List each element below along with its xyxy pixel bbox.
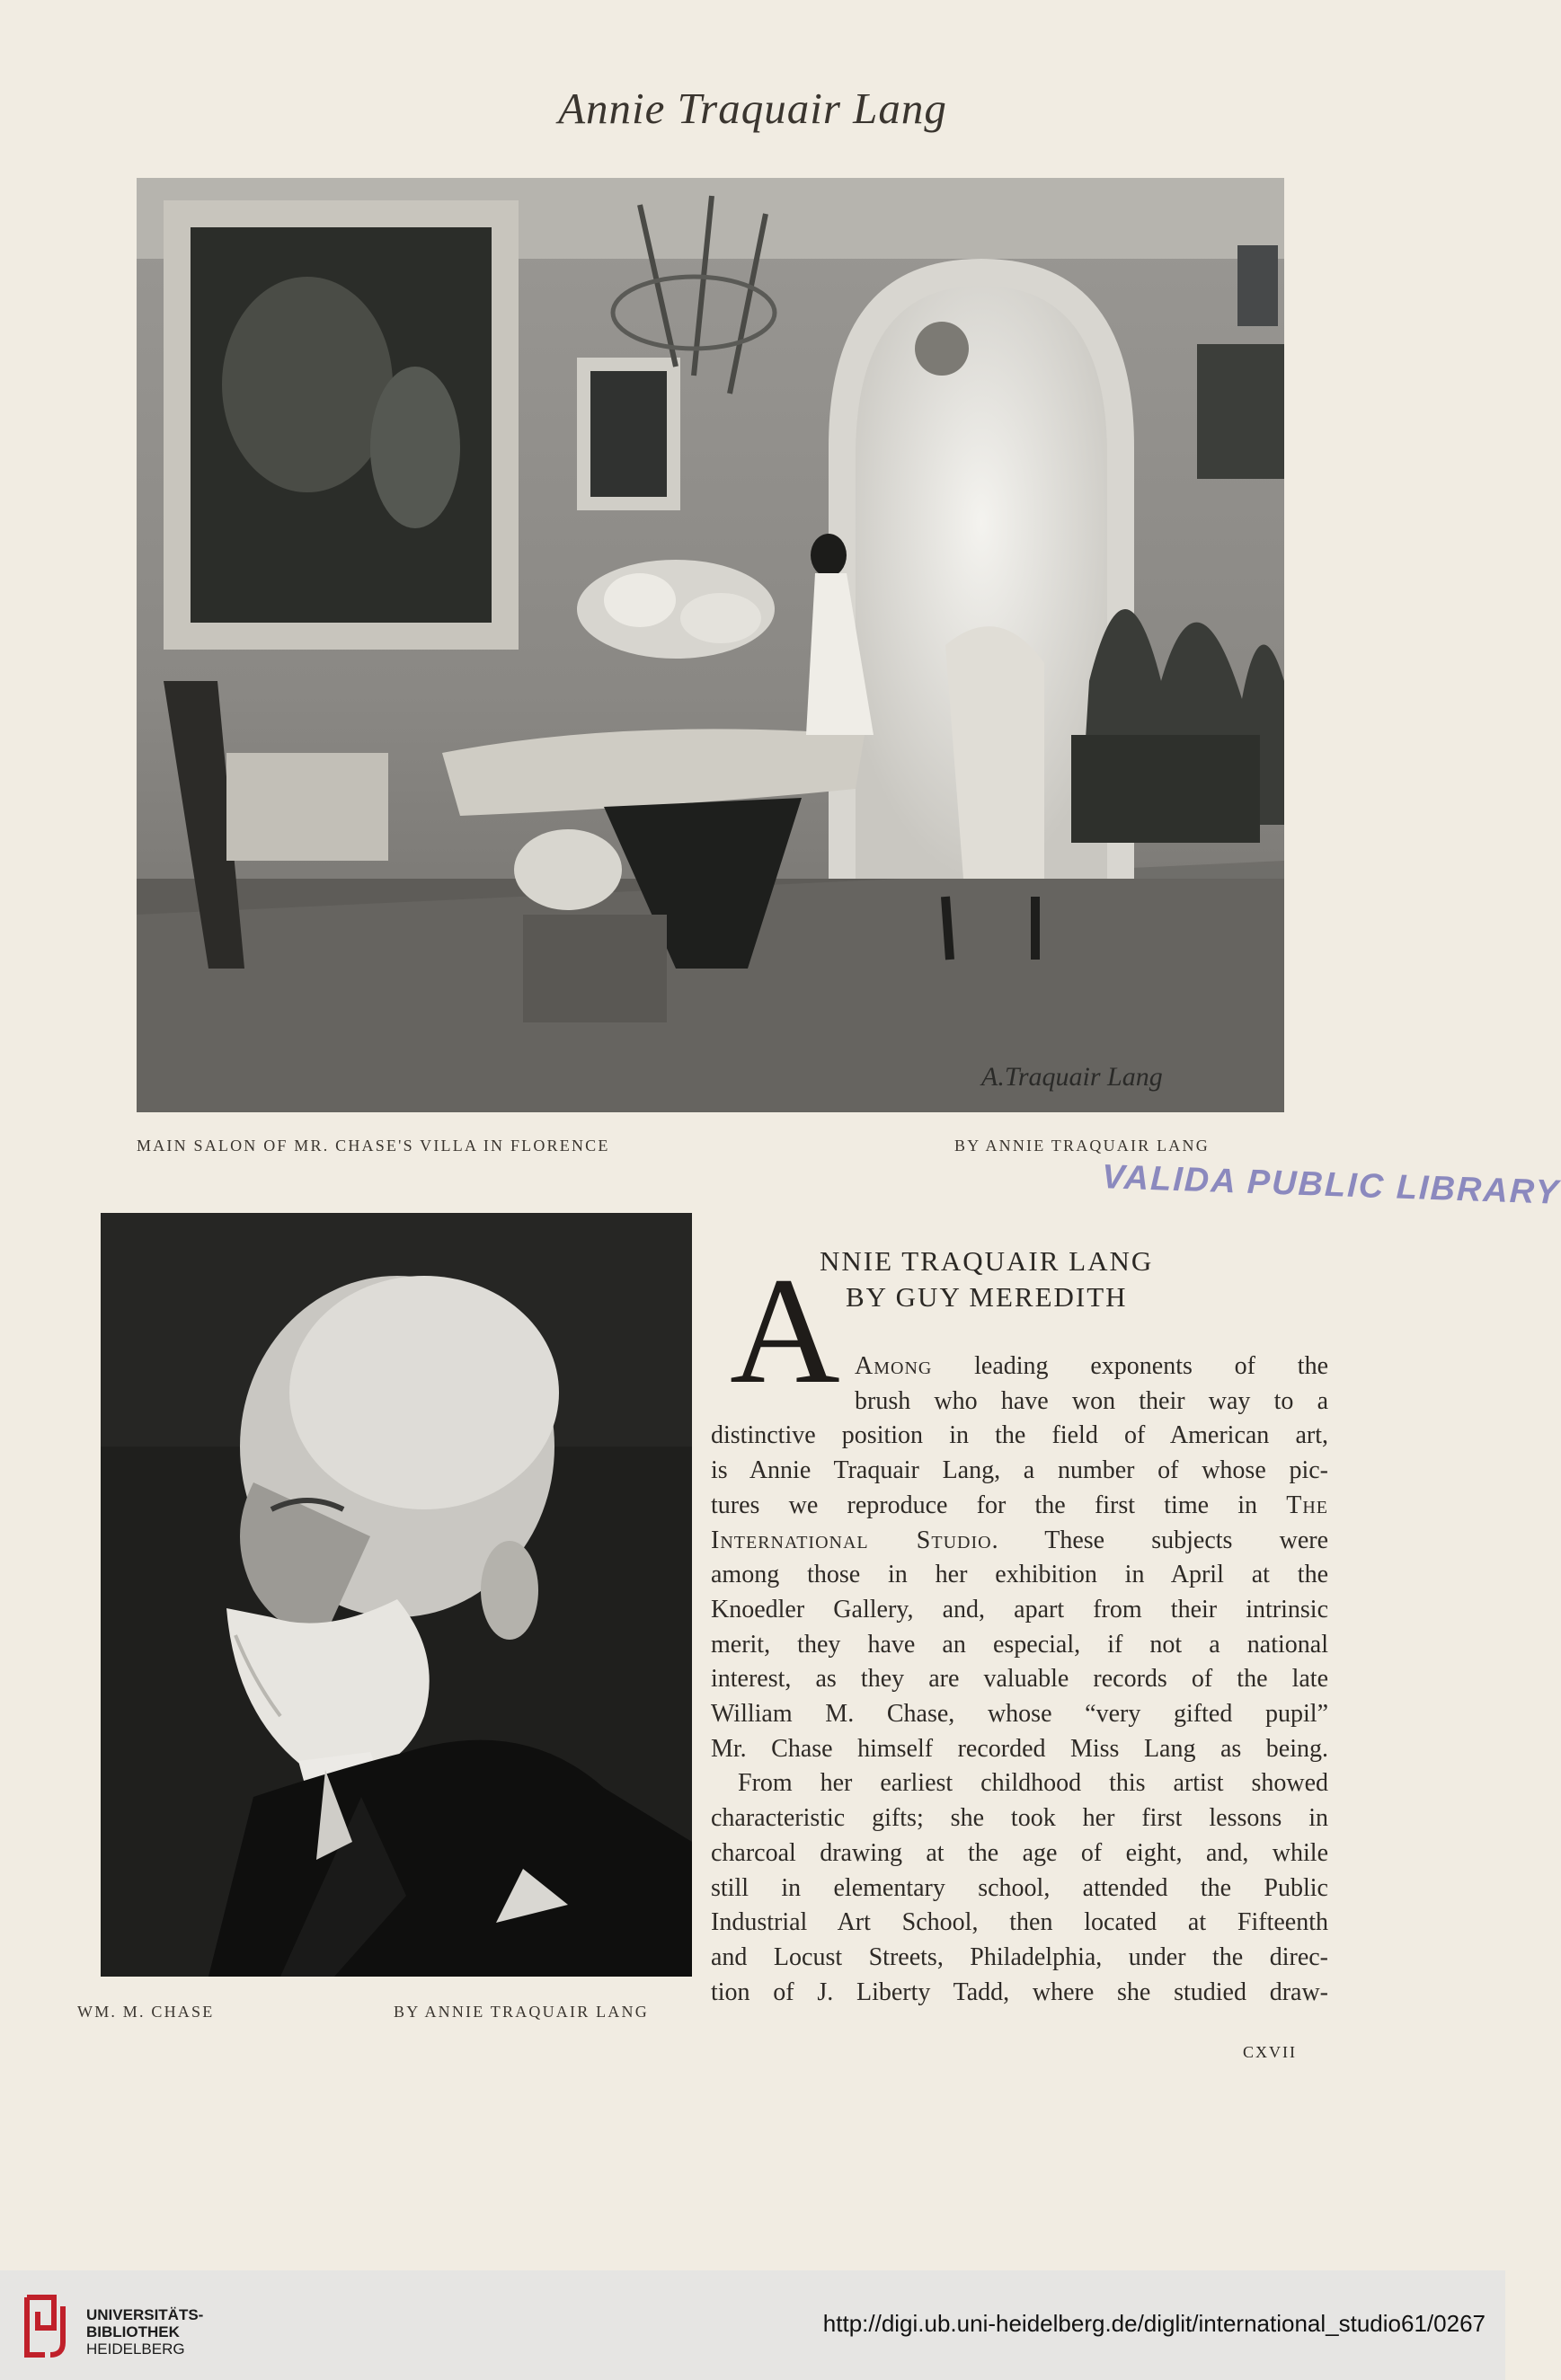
article-title-line: NNIE TRAQUAIR LANG [820,1245,1154,1277]
university-library-logo-icon [18,2288,75,2368]
text-line: characteristic gifts; she took her first lessons in [711,1804,1328,1833]
text-line: and Locust Streets, Philadelphia, under the direc- [711,1942,1328,1971]
text-line: brush who have won their way to a [855,1386,1328,1415]
portrait-caption-artist: BY ANNIE TRAQUAIR LANG [394,2003,649,2021]
text-line: merit, they have an especial, if not a national [711,1630,1328,1659]
chase-portrait-image [101,1213,692,1977]
text-line: Industrial Art School, then located at Fifteenth [711,1908,1328,1937]
text-line: is Annie Traquair Lang, a number of whose pic- [711,1456,1328,1485]
article-title [820,1243,1153,1315]
text-line: distinctive position in the field of American art, [711,1421,1328,1450]
text-line: tion of J. Liberty Tadd, where she studied draw- [711,1977,1328,2006]
salon-painting-image [137,178,1284,1112]
text-line: From her earliest childhood this artist showed [738,1769,1328,1798]
text-line: among those in her exhibition in April at the [711,1561,1328,1589]
text-line: William M. Chase, whose “very gifted pupil” [711,1700,1328,1729]
library-name: UNIVERSITÄTS- BIBLIOTHEK HEIDELBERG [86,2306,204,2358]
library-footer [0,2270,1505,2380]
text-line: tures we reproduce for the first time in The [711,1491,1328,1519]
source-url-link[interactable]: http://digi.ub.uni-heidelberg.de/diglit/international_studio61/0267 [822,2310,1486,2337]
plate-caption-artist: BY ANNIE TRAQUAIR LANG [954,1137,1210,1155]
article-byline: BY GUY MEREDITH [846,1281,1128,1313]
text-line: interest, as they are valuable records of the late [711,1665,1328,1694]
text-line: International Studio. These subjects were [711,1526,1328,1554]
svg-text:A.Traquair Lang: A.Traquair Lang [981,1062,1163,1092]
text-line: Among leading exponents of the [855,1352,1328,1380]
text-line: still in elementary school, attended the Public [711,1873,1328,1902]
drop-cap: A [730,1246,840,1415]
page-number: CXVII [1243,2043,1297,2061]
plate-caption-title: MAIN SALON OF MR. CHASE'S VILLA IN FLORENCE [137,1137,610,1155]
library-stamp: VALIDA PUBLIC LIBRARY [1101,1158,1561,1212]
text-line: Knoedler Gallery, and, apart from their intrinsic [711,1595,1328,1624]
text-line: charcoal drawing at the age of eight, and, while [711,1838,1328,1867]
running-title: Annie Traquair Lang [558,84,947,133]
article-body [711,1349,1328,2010]
portrait-caption-title: WM. M. CHASE [77,2003,215,2021]
text-line: Mr. Chase himself recorded Miss Lang as being. [711,1734,1328,1763]
